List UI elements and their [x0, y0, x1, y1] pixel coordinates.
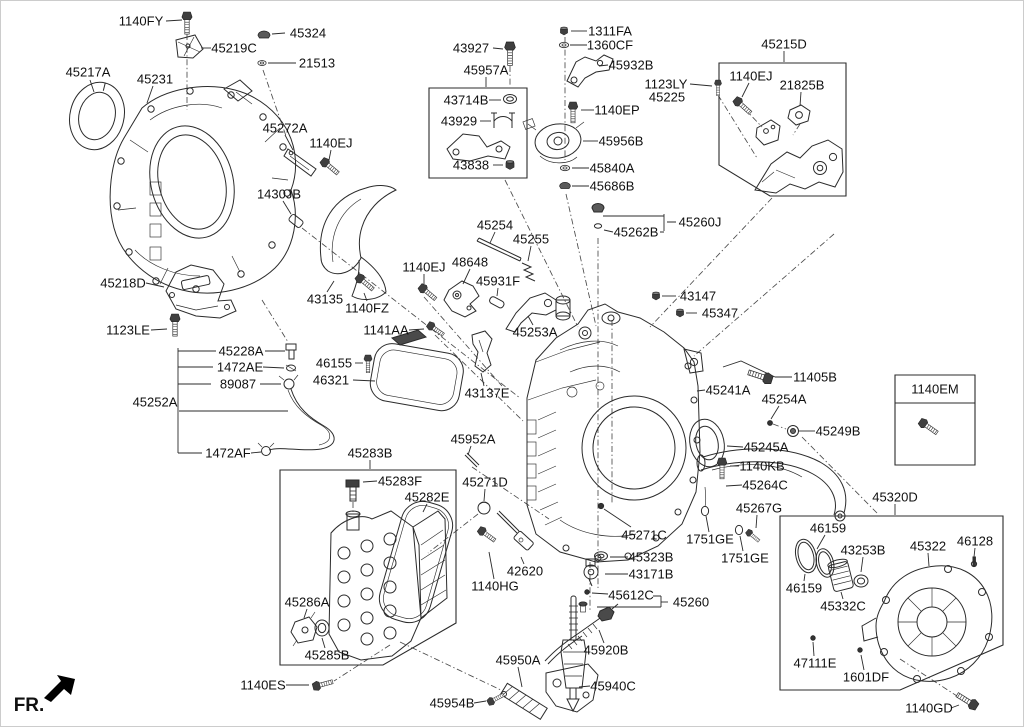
pin-icon-1601df — [858, 648, 862, 652]
part-label-43927-6: 43927 — [452, 40, 490, 56]
washer-icon-1360cf — [559, 42, 568, 47]
part-label-42620-57: 42620 — [506, 563, 544, 579]
part-label-45253a-36: 45253A — [512, 324, 558, 340]
part-label-1123ly-14: 1123LY — [644, 76, 688, 92]
part-label-46159-79: 46159 — [809, 520, 847, 536]
part-label-43137e-48: 43137E — [464, 385, 510, 401]
part-label-45932b-13: 45932B — [608, 57, 654, 73]
part-label-46321-47: 46321 — [312, 372, 350, 388]
part-label-43929-9: 43929 — [440, 113, 478, 129]
part-label-43135-28: 43135 — [306, 291, 344, 307]
part-label-89087-43: 89087 — [219, 376, 257, 392]
part-label-45267g-75: 45267G — [735, 500, 783, 516]
nut-icon-45347 — [676, 309, 683, 317]
pin-icon-45271c — [598, 503, 603, 508]
cap-icon-45324 — [258, 31, 270, 38]
part-label-45283b-50: 45283B — [347, 445, 393, 461]
part-label-45285b-54: 45285B — [304, 647, 350, 663]
part-label-46159-83: 46159 — [785, 580, 823, 596]
part-label-45271d-56: 45271D — [462, 474, 508, 490]
part-label-1140kb-73: 1140KB — [739, 458, 785, 474]
part-label-45252a-44: 45252A — [132, 394, 178, 410]
part-label-45225-15: 45225 — [648, 89, 686, 105]
nut-icon-43147 — [652, 292, 659, 300]
part-label-45254a-70: 45254A — [761, 391, 807, 407]
part-label-45245a-72: 45245A — [743, 439, 789, 455]
part-label-1140em-88: 1140EM — [911, 381, 959, 397]
part-label-43147-39: 43147 — [679, 288, 717, 304]
part-label-1140gd-87: 1140GD — [905, 700, 953, 716]
part-label-45283f-51: 45283F — [377, 473, 423, 489]
part-label-48648-34: 48648 — [451, 254, 489, 270]
part-label-43714b-8: 43714B — [443, 92, 489, 108]
part-label-45215d-20: 45215D — [761, 36, 807, 52]
part-label-45219c-2: 45219C — [211, 40, 257, 56]
part-label-45686b-19: 45686B — [589, 178, 635, 194]
part-label-45612c-62: 45612C — [608, 587, 654, 603]
part-label-43253b-80: 43253B — [840, 542, 886, 558]
part-label-45957a-7: 45957A — [463, 62, 509, 78]
cap-icon-45686b — [560, 182, 571, 188]
part-label-45262b-37: 45262B — [613, 224, 659, 240]
part-label-1472af-45: 1472AF — [205, 445, 251, 461]
pin-icon-45612c-a — [585, 590, 589, 594]
part-label-45249b-71: 45249B — [815, 423, 861, 439]
part-label-45956b-17: 45956B — [598, 133, 644, 149]
part-label-43171b-61: 43171B — [628, 566, 674, 582]
part-label-fr-89: FR. — [13, 695, 45, 716]
nut-icon-43838 — [506, 161, 514, 170]
part-label-45954b-67: 45954B — [429, 695, 475, 711]
part-label-45332c-84: 45332C — [820, 598, 866, 614]
part-label-45840a-18: 45840A — [589, 160, 635, 176]
part-label-1140ej-21: 1140EJ — [729, 68, 773, 84]
part-label-45272a-23: 45272A — [262, 120, 308, 136]
part-label-45324-1: 45324 — [289, 25, 327, 41]
washer-icon-45840a — [560, 165, 569, 170]
part-label-1360cf-12: 1360CF — [586, 37, 634, 53]
part-label-45931f-35: 45931F — [475, 273, 521, 289]
washer-icon-21513 — [258, 61, 266, 66]
part-label-45320d-78: 45320D — [872, 489, 918, 505]
nut-icon-1311fa — [560, 27, 567, 35]
part-label-45950a-65: 45950A — [495, 652, 541, 668]
part-label-1751ge-77: 1751GE — [721, 550, 769, 566]
part-label-45255-32: 45255 — [512, 231, 550, 247]
part-label-1140ej-24: 1140EJ — [309, 135, 353, 151]
part-label-1140hg-58: 1140HG — [471, 578, 519, 594]
part-label-45241a-68: 45241A — [705, 382, 751, 398]
part-label-45260j-38: 45260J — [678, 214, 722, 230]
part-label-1140ej-33: 1140EJ — [402, 259, 446, 275]
part-label-45347-40: 45347 — [701, 305, 739, 321]
part-label-45323b-60: 45323B — [628, 549, 674, 565]
part-label-45260-63: 45260 — [672, 594, 710, 610]
part-label-1311fa-11: 1311FA — [588, 23, 632, 39]
pin-icon-45254a — [768, 421, 773, 426]
part-label-1140ep-16: 1140EP — [594, 102, 640, 118]
part-label-45286a-53: 45286A — [284, 594, 330, 610]
part-label-45322-81: 45322 — [909, 538, 947, 554]
part-label-21513-3: 21513 — [298, 55, 336, 71]
part-label-47111e-85: 47111E — [793, 655, 837, 671]
part-label-45217a-4: 45217A — [65, 64, 111, 80]
part-label-11405b-69: 11405B — [793, 369, 837, 385]
part-label-45271c-59: 45271C — [621, 527, 667, 543]
part-label-45218d-26: 45218D — [100, 275, 146, 291]
part-label-45282e-52: 45282E — [404, 489, 450, 505]
part-label-1140fy-0: 1140FY — [118, 13, 164, 29]
part-label-1430jb-25: 1430JB — [256, 186, 302, 202]
part-label-46155-46: 46155 — [315, 355, 353, 371]
part-label-45228a-41: 45228A — [218, 343, 264, 359]
part-label-1140es-55: 1140ES — [240, 677, 286, 693]
part-label-46128-82: 46128 — [956, 533, 994, 549]
part-label-43838-10: 43838 — [452, 157, 490, 173]
part-label-1751ge-76: 1751GE — [686, 531, 734, 547]
part-label-45952a-49: 45952A — [450, 431, 496, 447]
part-label-1140fz-29: 1140FZ — [345, 300, 389, 316]
part-label-1141aa-30: 1141AA — [363, 322, 409, 338]
part-label-21825b-22: 21825B — [779, 77, 825, 93]
part-label-45254-31: 45254 — [476, 217, 514, 233]
part-label-1472ae-42: 1472AE — [216, 359, 264, 375]
part-label-1601df-86: 1601DF — [842, 669, 890, 685]
part-label-1123le-27: 1123LE — [106, 322, 150, 338]
pin-icon-47111e — [811, 636, 815, 640]
part-label-45231-5: 45231 — [136, 71, 174, 87]
part-label-45940c-66: 45940C — [590, 678, 636, 694]
part-label-45920b-64: 45920B — [583, 642, 629, 658]
part-label-45264c-74: 45264C — [742, 477, 788, 493]
